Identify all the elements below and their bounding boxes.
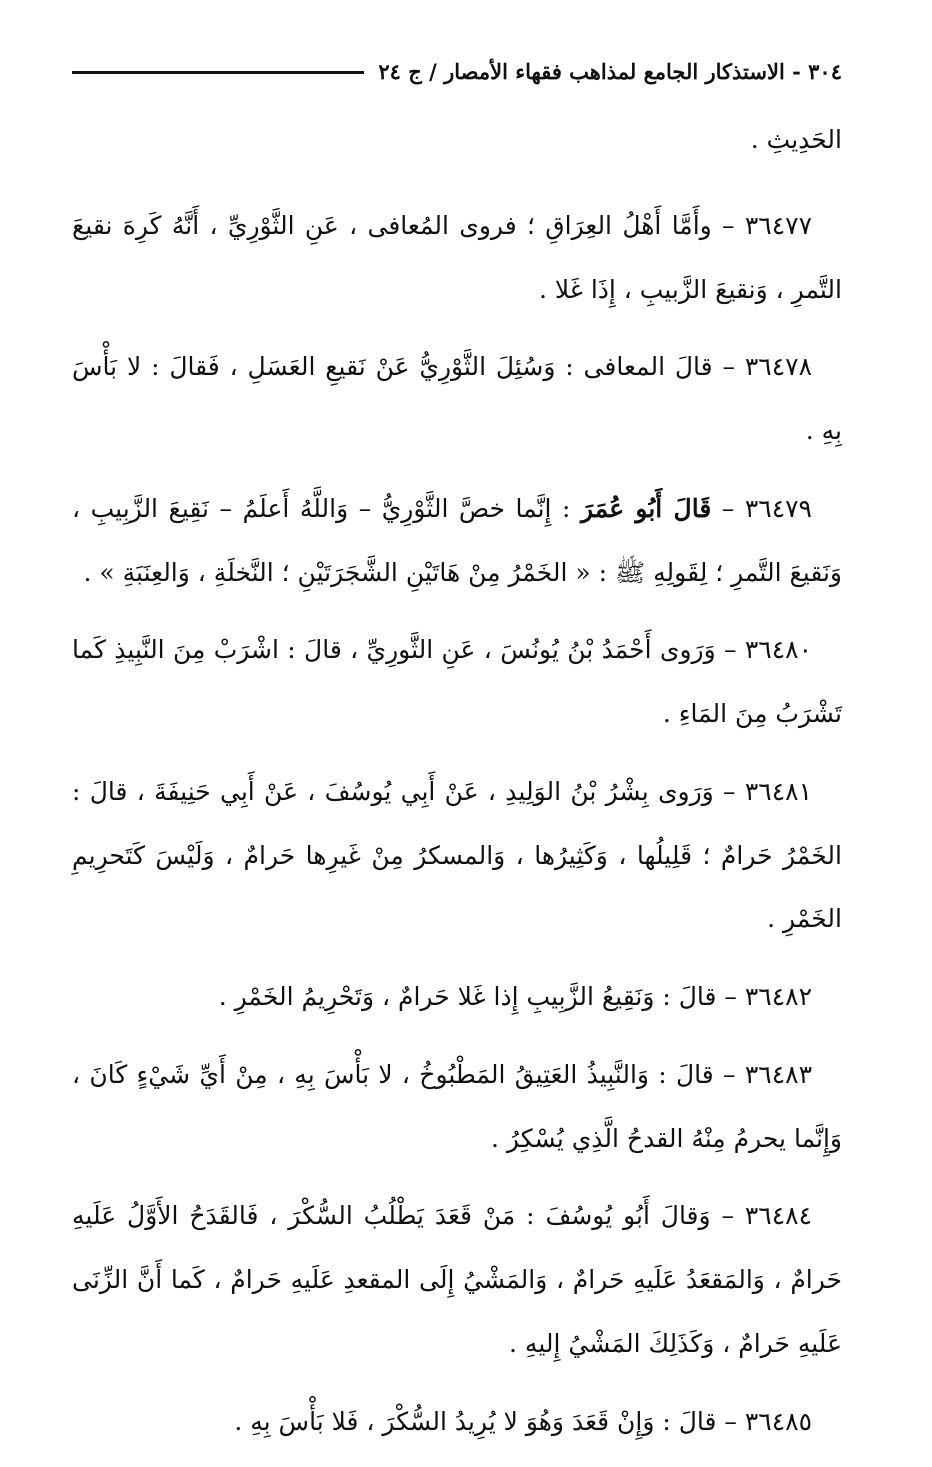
paragraph-text: – قالَ : وَإِنْ قَعَدَ وَهُوَ لا يُرِيدُ السُّكْرَ ، فَلا بَأْسَ بِهِ . <box>234 1406 745 1436</box>
paragraph-continuation <box>72 108 842 172</box>
paragraph-text: – وأَمَّا أَهْلُ العِرَاقِ ؛ فروى المُعافى ، عَنِ الثَّوْرِيِّ ، أَنَّهُ كَرِهَ نقيعَ التَّمرِ ، وَنقيعَ الزَّبيبِ ، إِذَا غَلا . <box>72 210 842 304</box>
book-title: الاستذكار الجامع لمذاهب فقهاء الأمصار / ج ٢٤ <box>378 59 785 84</box>
paragraph-36477 <box>72 194 842 322</box>
paragraph-number: ٣٦٤٨٠ <box>744 635 812 665</box>
paragraph-dash: – <box>711 493 745 523</box>
author-attribution: قَالَ أَبُو عُمَرَ <box>580 493 712 523</box>
paragraph-36482 <box>72 965 842 1029</box>
running-header <box>72 40 842 84</box>
paragraph-text: – قالَ : وَالنَّبِيذُ العَتِيقُ المَطْبُوخُ ، لا بَأْسَ بِهِ ، مِنْ أَيِّ شَيْءٍ كَانَ ، وَإِنَّما يحرمُ مِنْهُ القدحُ الَّذِي يُسْكِرُ . <box>72 1059 842 1153</box>
paragraph-36484 <box>72 1184 842 1375</box>
paragraph-number: ٣٦٤٨١ <box>744 776 812 806</box>
paragraph-36485 <box>72 1390 842 1454</box>
paragraph-36479 <box>72 477 842 605</box>
paragraph-text: – وَرَوى أَحْمَدُ بْنُ يُونُسَ ، عَنِ الثَّورِيِّ ، قالَ : اشْرَبْ مِنَ النَّبِيذِ كَما تَشْرَبُ مِنَ المَاءِ . <box>72 635 842 728</box>
page-body <box>72 108 842 1467</box>
paragraph-text: – وَرَوى بِشْرُ بْنُ الوَلِيدِ ، عَنْ أَبِي يُوسُفَ ، عَنْ أَبِي حَنِيفَةَ ، قالَ : الخَمْرُ حَرامٌ ؛ قَلِيلُها ، وَكَثِيرُها ، وَالمسكرُ مِنْ غَيرِها حَرامٌ ، وَلَيْسَ كَتَحرِيمِ الخَمْرِ . <box>72 776 842 934</box>
paragraph-text: الحَدِيثِ . <box>750 125 842 154</box>
paragraph-36481 <box>72 760 842 951</box>
paragraph-number: ٣٦٤٨٢ <box>744 982 812 1011</box>
paragraph-36483 <box>72 1043 842 1171</box>
header-rule <box>72 71 364 74</box>
paragraph-number: ٣٦٤٨٥ <box>744 1406 812 1436</box>
paragraph-number: ٣٦٤٨٤ <box>744 1201 812 1231</box>
paragraph-text: – وَقالَ أَبُو يُوسُفَ : مَنْ قَعَدَ يَطْلُبُ السُّكْرَ ، فَالقَدَحُ الأَوَّلُ عَلَيهِ حَرامٌ ، وَالمَقعَدُ عَلَيهِ حَرامٌ ، وَالمَشْيُ إِلَى المقعدِ عَلَيهِ حَرامٌ ، كَما أَنَّ الزِّنَى عَلَيهِ حَرامٌ ، وَكَذَلِكَ المَشْيُ إِليهِ . <box>72 1201 842 1358</box>
header-separator: - <box>784 59 809 84</box>
paragraph-number: ٣٦٤٨٣ <box>744 1059 812 1089</box>
paragraph-number: ٣٦٤٧٩ <box>744 493 812 523</box>
page-number: ٣٠٤ <box>808 59 842 84</box>
paragraph-number: ٣٦٤٧٨ <box>744 352 812 382</box>
paragraph-text: : إِنَّما خصَّ الثَّوْرِيُّ – وَاللَّهُ أَعلَمُ – نَقِيعَ الزَّبِيبِ ، وَنَقيعَ التَّمرِ ؛ لِقَولِهِ ﷺ : « الخَمْرُ مِنْ هَاتَيْنِ الشَّجَرَتَيْنِ ؛ النَّخلَةِ ، وَالعِنَبَةِ » . <box>72 493 842 587</box>
header-text <box>364 59 842 84</box>
paragraph-36478 <box>72 335 842 463</box>
paragraph-number: ٣٦٤٧٧ <box>744 210 812 240</box>
paragraph-36480 <box>72 618 842 746</box>
paragraph-text: – قالَ : وَنَقِيعُ الزَّبِيبِ إِذا غَلا حَرامٌ ، وَتَحْرِيمُ الخَمْرِ . <box>218 982 745 1011</box>
paragraph-text: – قالَ المعافى : وَسُئِلَ الثَّوْرِيُّ عَنْ نَقيعِ العَسَلِ ، فَقالَ : لا بَأْسَ بِهِ . <box>72 352 842 445</box>
